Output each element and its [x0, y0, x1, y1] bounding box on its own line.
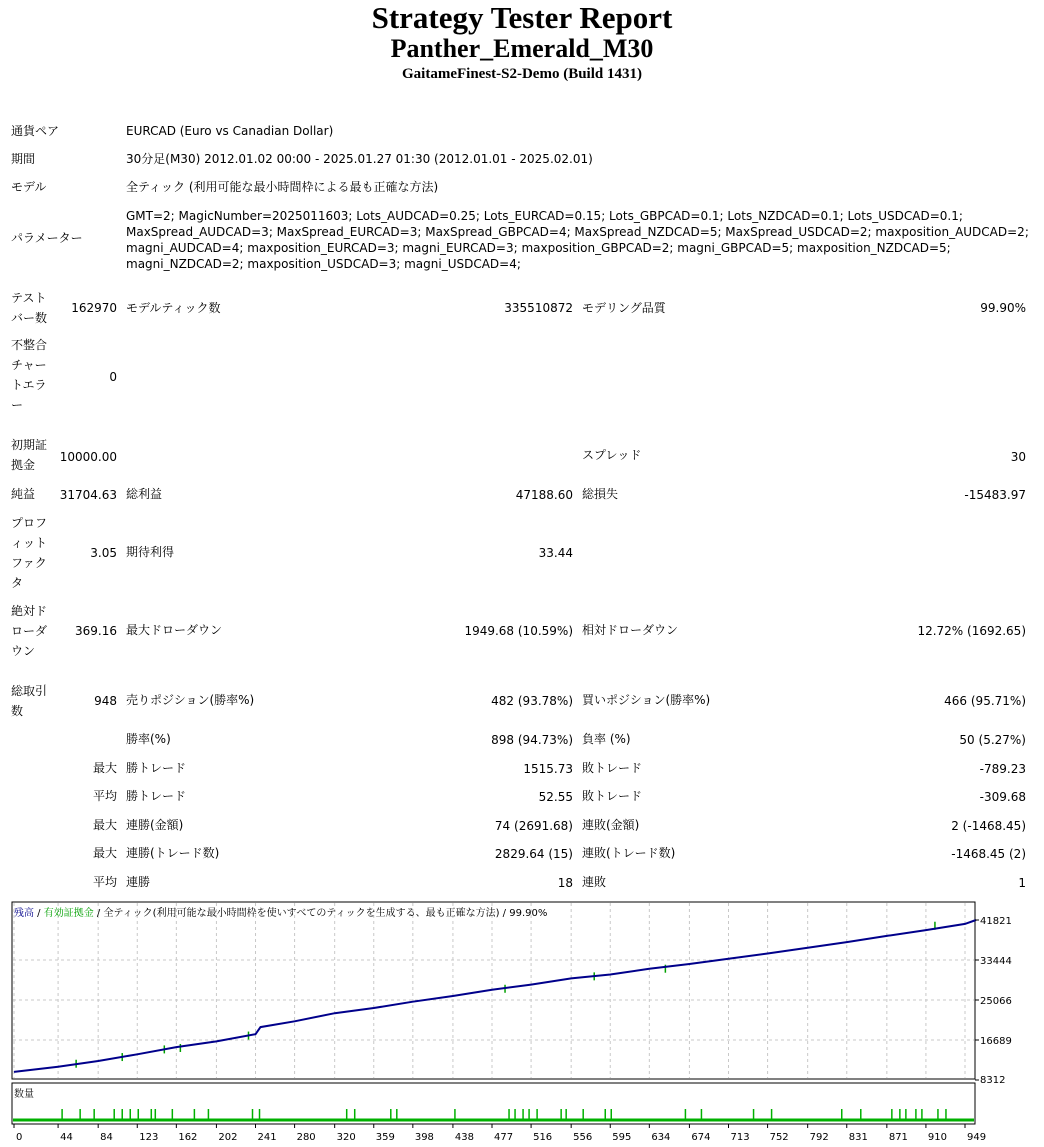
period-label: 期間: [11, 152, 36, 166]
mismatch-label-1: 不整合: [11, 338, 48, 352]
report-title: Strategy Tester Report: [371, 0, 673, 35]
legend-sep-1: /: [34, 908, 44, 919]
volume-panel: [12, 1083, 975, 1124]
largest-loss-label: 敗トレード: [582, 761, 643, 775]
x-tick-label: 674: [691, 1132, 711, 1143]
ea-name: Panther_Emerald_M30: [390, 34, 654, 63]
ticks-label: モデルティック数: [126, 301, 221, 315]
x-tick-label: 398: [414, 1132, 434, 1143]
max-cons-losses-money-label: 連敗(金額): [582, 818, 640, 832]
deposit-label-2: 拠金: [11, 458, 36, 472]
gross-loss-value: -15483.97: [964, 488, 1026, 502]
gross-profit-value: 47188.60: [515, 488, 573, 502]
pf-label-3: ファク: [11, 556, 47, 570]
symbol-label: 通貨ペア: [11, 124, 60, 138]
x-tick-label: 477: [494, 1132, 514, 1143]
max-word-2: 最大: [92, 818, 117, 832]
bars-label-2: バー数: [11, 311, 48, 325]
avg-cons-losses-label: 連敗: [582, 875, 607, 889]
balance-chart: [10, 900, 1034, 1145]
x-tick-label: 320: [336, 1132, 356, 1143]
symbol-value: EURCAD (Euro vs Canadian Dollar): [126, 124, 334, 138]
quality-label: モデリング品質: [582, 301, 666, 315]
abs-dd-label-1: 絶対ド: [11, 604, 48, 618]
max-dd-label: 最大ドローダウン: [126, 623, 223, 637]
avg-word-2: 平均: [92, 875, 117, 889]
max-cons-wins-count-value: 2829.64 (15): [494, 847, 573, 861]
loss-rate-value: 50 (5.27%): [959, 733, 1026, 747]
x-tick-label: 359: [375, 1132, 395, 1143]
x-tick-label: 556: [573, 1132, 593, 1143]
deposit-label-1: 初期証: [11, 438, 48, 452]
avg-cons-wins-label: 連勝: [126, 875, 151, 889]
largest-win-label: 勝トレード: [126, 761, 187, 775]
x-tick-label: 792: [809, 1132, 829, 1143]
legend-model: 全ティック(利用可能な最小時間枠を使いすべてのティックを生成する、最も正確な方法): [103, 908, 500, 919]
win-rate-label: 勝率(%): [126, 732, 171, 746]
net-value: 31704.63: [59, 488, 117, 502]
max-cons-wins-count-label: 連勝(トレード数): [126, 846, 220, 860]
max-word-1: 最大: [92, 761, 117, 775]
abs-dd-value: 369.16: [75, 624, 117, 638]
max-cons-losses-count-value: -1468.45 (2): [951, 847, 1026, 861]
abs-dd-label-3: ウン: [11, 644, 36, 658]
x-tick-label: 84: [100, 1132, 113, 1143]
mismatch-value: 0: [109, 370, 117, 384]
x-tick-label: 595: [612, 1132, 632, 1143]
long-label: 買いポジション(勝率%): [582, 693, 711, 707]
x-tick-label: 162: [178, 1132, 198, 1143]
long-value: 466 (95.71%): [944, 694, 1026, 708]
avg-win-label: 勝トレード: [126, 789, 187, 803]
gross-profit-label: 総利益: [126, 487, 163, 501]
x-tick-label: 0: [16, 1132, 23, 1143]
deposit-value: 10000.00: [59, 450, 117, 464]
ticks-value: 335510872: [504, 301, 573, 315]
params-value: GMT=2; MagicNumber=2025011603; Lots_AUDCAD=0.25; Lots_EURCAD=0.15; Lots_GBPCAD=0.1; Lots_NZDCAD=0.1; Lots_USDCAD=0.1; MaxSpread_AUDCAD=3; MaxSpread_EURCAD=3; MaxSpread_GBPCAD=4; MaxSpread_NZDCAD=5; MaxSpread_USDCAD=2; maxposition_AUDCAD=2; magni_AUDCAD=4; maxposition_EURCAD=3; magni_EURCAD=3; maxposition_GBPCAD=2; magni_GBPCAD=5; maxposition_NZDCAD=5; magni_NZDCAD=2; maxposition_USDCAD=3; magni_USDCAD=4;: [126, 209, 1029, 271]
x-tick-label: 202: [218, 1132, 238, 1143]
abs-dd-label-2: ローダ: [11, 624, 48, 638]
x-tick-label: 910: [927, 1132, 948, 1143]
net-label: 純益: [11, 487, 36, 501]
max-cons-wins-money-label: 連勝(金額): [126, 818, 184, 832]
max-cons-losses-count-label: 連敗(トレード数): [582, 846, 676, 860]
win-rate-value: 898 (94.73%): [491, 733, 573, 747]
avg-cons-losses-value: 1: [1018, 876, 1026, 890]
pf-value: 3.05: [90, 546, 117, 560]
mismatch-label-4: ー: [11, 398, 24, 412]
params-label: パラメーター: [11, 231, 83, 245]
avg-loss-value: -309.68: [979, 790, 1026, 804]
x-tick-label: 44: [60, 1132, 73, 1143]
pf-label-4: タ: [11, 576, 24, 590]
trades-label-2: 数: [11, 704, 24, 718]
trades-label-1: 総取引: [11, 684, 48, 698]
legend-sep-2: /: [93, 908, 104, 919]
mismatch-label-3: トエラ: [11, 378, 47, 392]
loss-rate-label: 負率 (%): [582, 732, 631, 746]
volume-label: 数量: [14, 1089, 34, 1100]
spread-label: スプレッド: [582, 448, 642, 462]
avg-loss-label: 敗トレード: [582, 789, 643, 803]
y-tick-label: 16689: [980, 1036, 1012, 1048]
x-tick-label: 871: [888, 1132, 908, 1143]
period-value: 30分足(M30) 2012.01.02 00:00 - 2025.01.27 01:30 (2012.01.01 - 2025.02.01): [126, 152, 593, 166]
server-name: GaitameFinest-S2-Demo (Build 1431): [402, 66, 642, 82]
mismatch-label-2: チャー: [11, 358, 47, 372]
largest-loss-value: -789.23: [979, 762, 1026, 776]
x-tick-label: 123: [139, 1132, 159, 1143]
max-dd-value: 1949.68 (10.59%): [464, 624, 573, 638]
y-tick-label: 33444: [980, 955, 1012, 967]
y-tick-label: 8312: [980, 1075, 1006, 1086]
short-label: 売りポジション(勝率%): [126, 693, 255, 707]
avg-cons-wins-value: 18: [557, 876, 573, 890]
max-cons-wins-money-value: 74 (2691.68): [494, 819, 573, 833]
gross-loss-label: 総損失: [582, 487, 619, 501]
legend-quality: 99.90%: [509, 908, 548, 919]
quality-value: 99.90%: [980, 301, 1026, 315]
largest-win-value: 1515.73: [523, 762, 573, 776]
avg-win-value: 52.55: [538, 790, 573, 804]
max-word-3: 最大: [92, 846, 117, 860]
short-value: 482 (93.78%): [491, 694, 573, 708]
x-tick-label: 438: [454, 1132, 475, 1143]
x-tick-label: 831: [848, 1132, 868, 1143]
avg-word-1: 平均: [92, 789, 117, 803]
trades-value: 948: [94, 694, 117, 708]
x-tick-label: 713: [730, 1132, 750, 1143]
pf-label-1: プロフ: [11, 516, 48, 530]
x-tick-label: 634: [651, 1132, 671, 1143]
chart-legend: [14, 906, 547, 919]
legend-equity: 有効証拠金: [43, 908, 94, 919]
rel-dd-value: 12.72% (1692.65): [917, 624, 1026, 638]
bars-label-1: テスト: [11, 291, 47, 305]
y-tick-label: 41821: [980, 916, 1012, 927]
expected-value: 33.44: [538, 546, 573, 560]
max-cons-losses-money-value: 2 (-1468.45): [951, 819, 1026, 833]
x-tick-label: 280: [296, 1132, 316, 1143]
model-label: モデル: [11, 180, 47, 194]
x-tick-label: 752: [769, 1132, 789, 1143]
legend-sep-3: /: [499, 908, 510, 919]
pf-label-2: ィット: [11, 536, 48, 550]
rel-dd-label: 相対ドローダウン: [582, 623, 679, 637]
legend-balance: 残高: [14, 908, 34, 919]
spread-value: 30: [1010, 450, 1026, 464]
expected-label: 期待利得: [126, 545, 175, 559]
x-tick-label: 949: [967, 1132, 987, 1143]
model-value: 全ティック (利用可能な最小時間枠による最も正確な方法): [126, 180, 439, 194]
bars-value: 162970: [71, 301, 117, 315]
x-tick-label: 241: [257, 1132, 277, 1143]
y-tick-label: 25066: [980, 996, 1012, 1008]
x-tick-label: 516: [533, 1132, 553, 1143]
